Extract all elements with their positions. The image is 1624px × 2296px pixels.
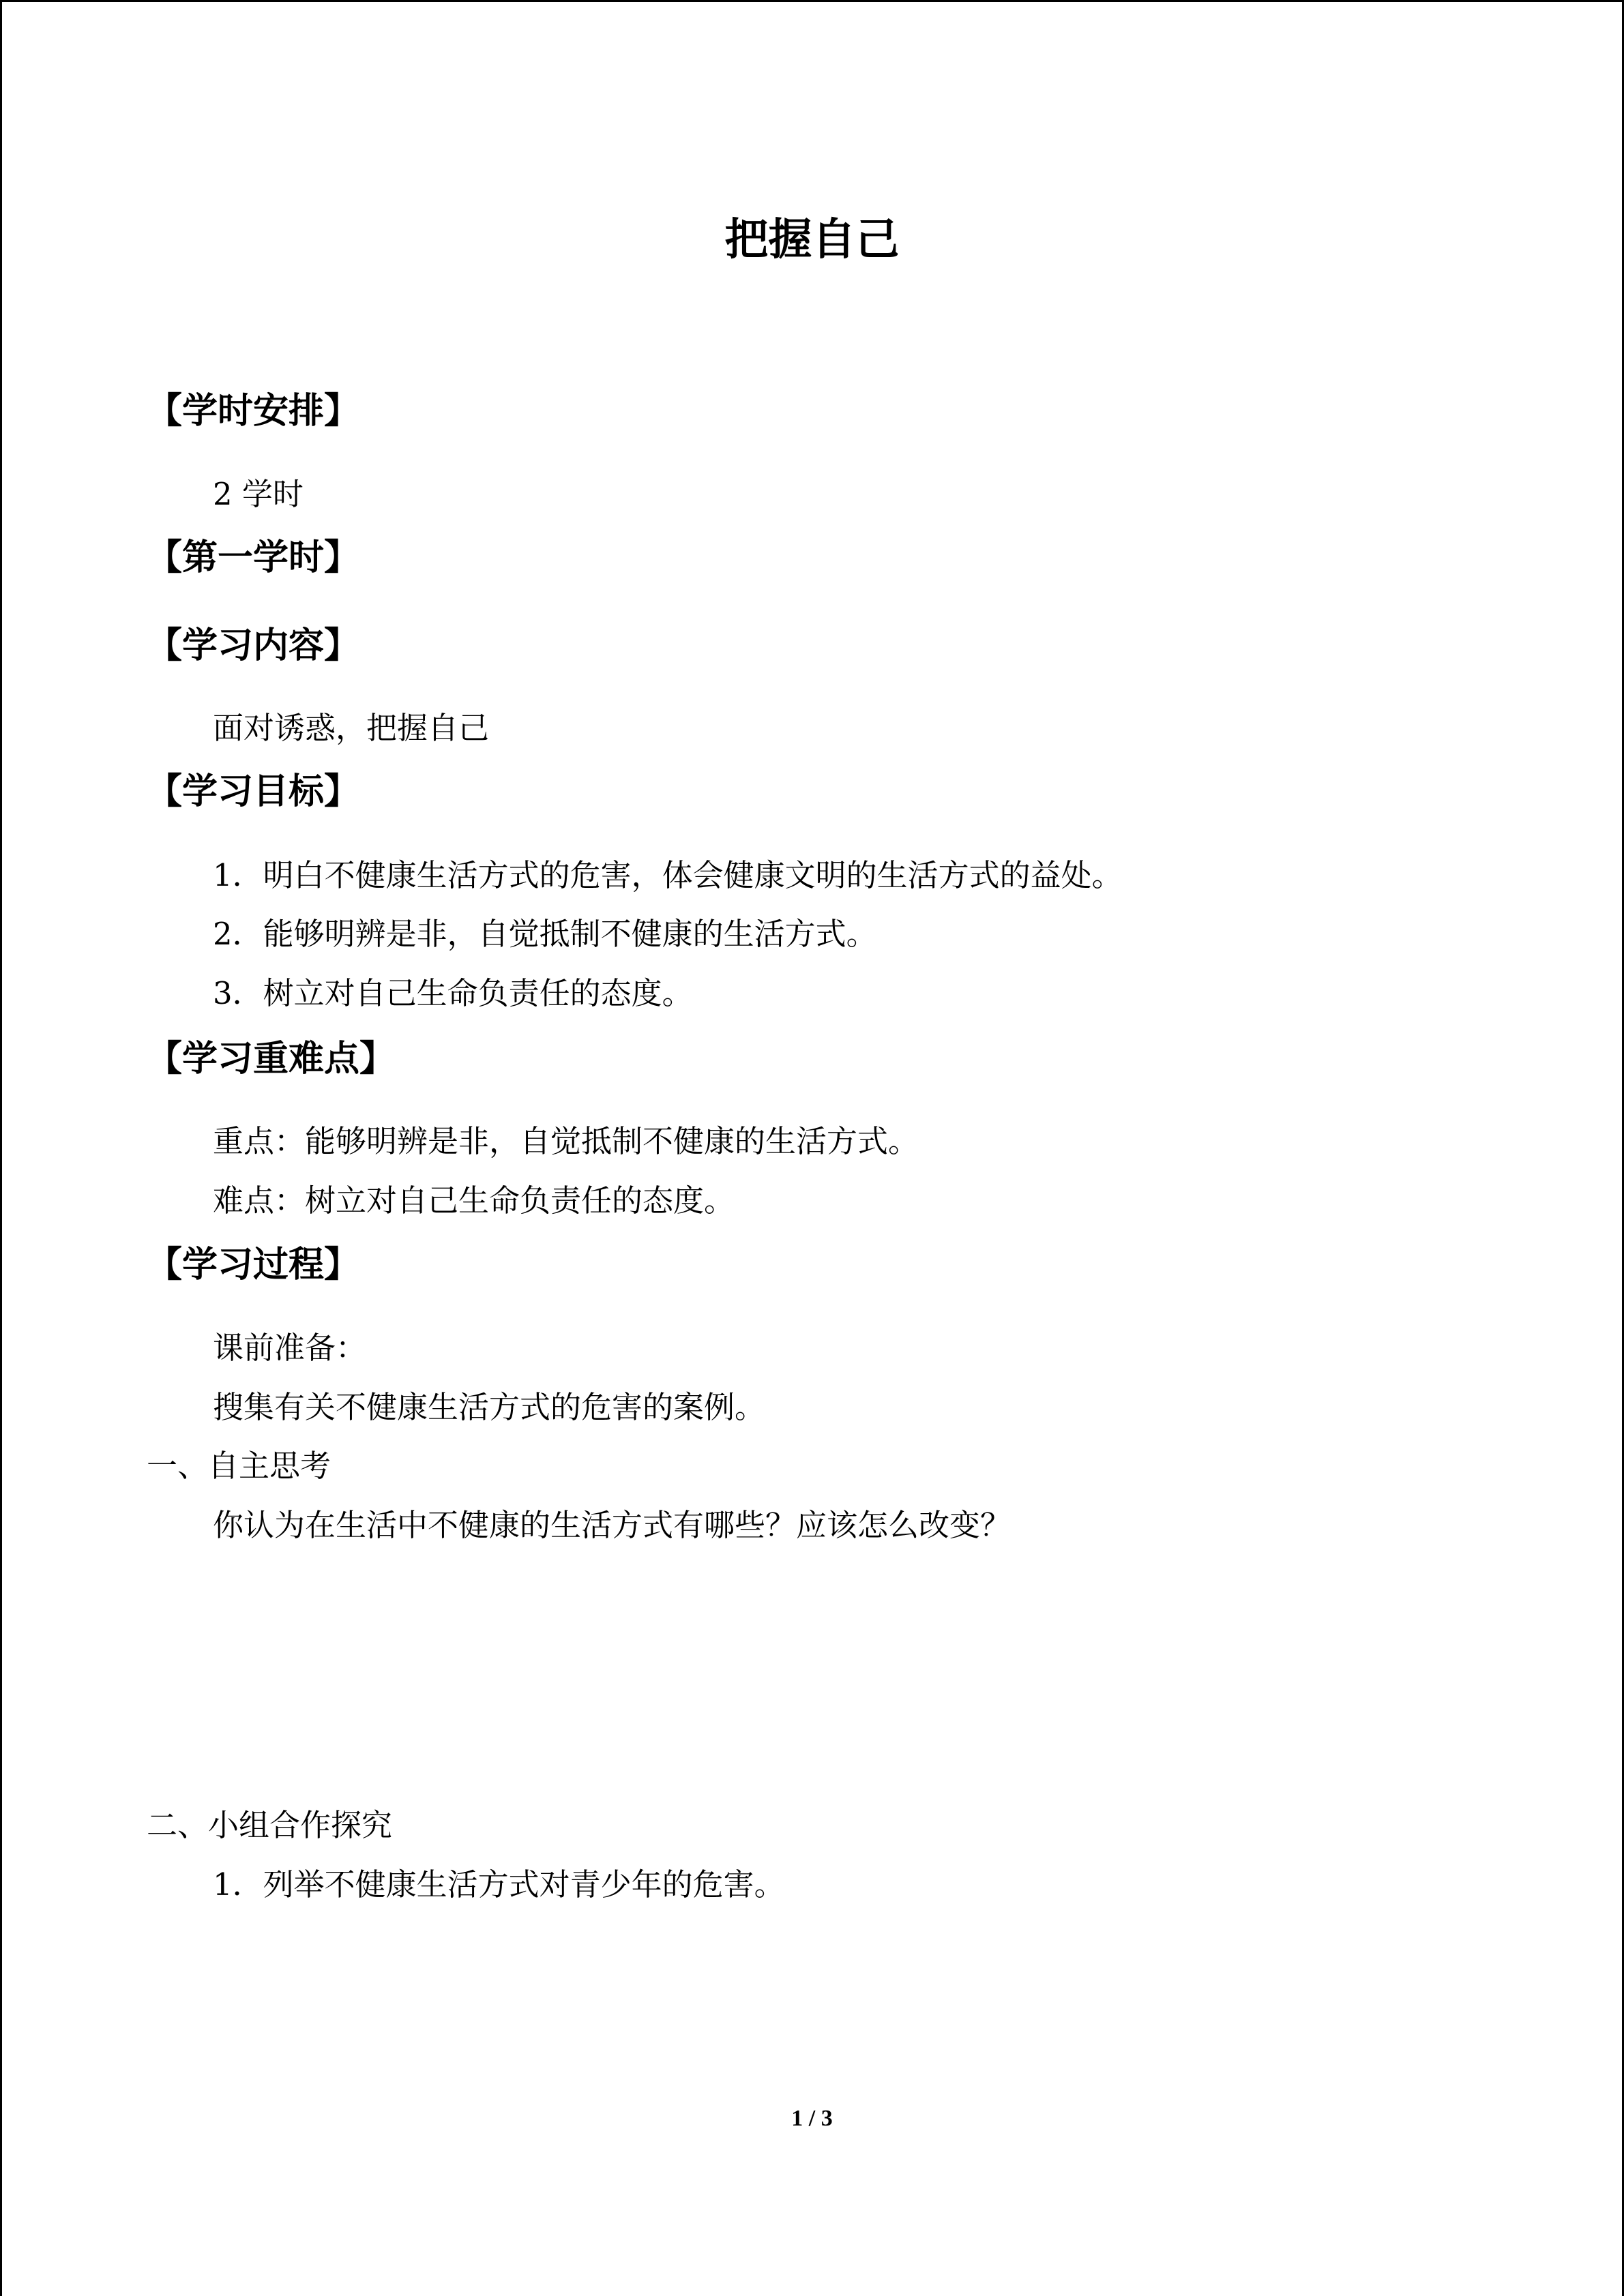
goal-item-1: 1．明白不健康生活方式的危害，体会健康文明的生活方式的益处。 [213, 857, 1123, 893]
page-border-top [0, 0, 1624, 2]
hours-value: 2 学时 [213, 476, 304, 512]
part1-title: 一、自主思考 [147, 1448, 331, 1484]
part2-item-1: 1．列举不健康生活方式对青少年的危害。 [213, 1866, 785, 1903]
content-heading: 【学习内容】 [147, 625, 360, 666]
hours-heading: 【学时安排】 [147, 391, 360, 432]
page-number: 1 / 3 [791, 2106, 833, 2131]
part1-question: 你认为在生活中不健康的生活方式有哪些？应该怎么改变？ [213, 1507, 1012, 1543]
process-heading: 【学习过程】 [147, 1244, 360, 1285]
key-points-heading: 【学习重难点】 [147, 1039, 396, 1079]
key-point: 重点：能够明辨是非，自觉抵制不健康的生活方式。 [213, 1123, 919, 1159]
content-value: 面对诱惑，把握自己 [213, 710, 490, 746]
goals-heading: 【学习目标】 [147, 771, 360, 812]
difficult-point: 难点：树立对自己生命负责任的态度。 [213, 1182, 735, 1219]
page-border-left [0, 0, 2, 2296]
goal-item-2: 2．能够明辨是非，自觉抵制不健康的生活方式。 [213, 916, 877, 952]
document-title: 把握自己 [724, 215, 900, 265]
first-hour-heading: 【第一学时】 [147, 537, 360, 578]
prep-label: 课前准备： [213, 1330, 367, 1366]
prep-text: 搜集有关不健康生活方式的危害的案例。 [213, 1389, 766, 1425]
part2-title: 二、小组合作探究 [147, 1807, 393, 1843]
goal-item-3: 3．树立对自己生命负责任的态度。 [213, 975, 693, 1011]
